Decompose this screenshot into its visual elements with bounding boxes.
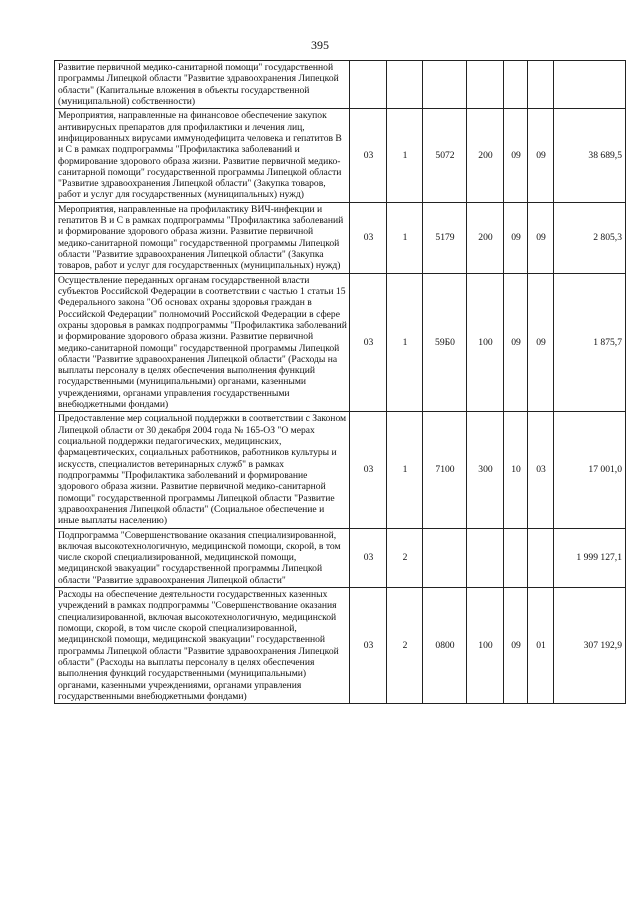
subprogram-code: 1 bbox=[387, 202, 423, 273]
direction-code: 5179 bbox=[423, 202, 467, 273]
row-description: Предоставление мер социальной поддержки в соответствии с Законом Липецкой области от 30 декабря 2004 года № 165-ОЗ "О мерах социальной поддержки педагогических, медицинских, фармацевтических, социальных работников, работников культуры и искусств, специалистов ветеринарных служб" в рамках подпрограммы "Профилактика заболеваний и формирование здорового образа жизни. Развитие первичной медико-санитарной помощи" государственной программы Липецкой области "Развитие здравоохранения Липецкой области" (Социальное обеспечение и иные выплаты населению) bbox=[55, 412, 350, 528]
amount-value: 38 689,5 bbox=[554, 109, 626, 203]
section-code: 09 bbox=[504, 109, 528, 203]
row-description: Мероприятия, направленные на финансовое обеспечение закупок антивирусных препаратов для профилактики и лечения лиц, инфицированных вирусами иммунодефицита человека и гепатитов В и С в рамках подпрограммы "Профилактика заболеваний и формирование здорового образа жизни. Развитие первичной медико-санитарной помощи" государственной программы Липецкой области "Развитие здравоохранения Липецкой области" (Закупка товаров, работ и услуг для государственных (муниципальных) нужд) bbox=[55, 109, 350, 203]
program-code: 03 bbox=[350, 202, 387, 273]
table-row bbox=[55, 528, 626, 588]
direction-code bbox=[423, 61, 467, 109]
subsection-code: 03 bbox=[528, 412, 554, 528]
expense-type-code bbox=[467, 528, 504, 588]
subsection-code: 01 bbox=[528, 588, 554, 704]
amount-value: 307 192,9 bbox=[554, 588, 626, 704]
subsection-code bbox=[528, 61, 554, 109]
budget-table bbox=[54, 60, 626, 704]
amount-value: 2 805,3 bbox=[554, 202, 626, 273]
program-code bbox=[350, 61, 387, 109]
amount-value: 1 875,7 bbox=[554, 273, 626, 412]
expense-type-code: 100 bbox=[467, 273, 504, 412]
subprogram-code: 2 bbox=[387, 588, 423, 704]
section-code: 09 bbox=[504, 588, 528, 704]
section-code: 09 bbox=[504, 273, 528, 412]
program-code: 03 bbox=[350, 528, 387, 588]
table-row bbox=[55, 412, 626, 528]
expense-type-code: 200 bbox=[467, 202, 504, 273]
row-description: Мероприятия, направленные на профилактику ВИЧ-инфекции и гепатитов В и С в рамках подпрограммы "Профилактика заболеваний и формирование здорового образа жизни. Развитие первичной медико-санитарной помощи" государственной программы Липецкой области "Развитие здравоохранения Липецкой области" (Закупка товаров, работ и услуг для государственных (муниципальных) нужд) bbox=[55, 202, 350, 273]
row-description: Осуществление переданных органам государственной власти субъектов Российской Федерации в соответствии с частью 1 статьи 15 Федерального закона "Об основах охраны здоровья граждан в Российской Федерации" полномочий Российской Федерации в сфере охраны здоровья в рамках подпрограммы "Профилактика заболеваний и формирование здорового образа жизни. Развитие первичной медико-санитарной помощи" государственной программы Липецкой области "Развитие здравоохранения Липецкой области" (Расходы на выплаты персоналу в целях обеспечения выполнения функций государственными (муниципальными) органами, казенными учреждениями, органами управления государственными внебюджетными фондами) bbox=[55, 273, 350, 412]
expense-type-code bbox=[467, 61, 504, 109]
program-code: 03 bbox=[350, 273, 387, 412]
section-code bbox=[504, 528, 528, 588]
expense-type-code: 200 bbox=[467, 109, 504, 203]
table-row bbox=[55, 109, 626, 203]
subprogram-code: 1 bbox=[387, 273, 423, 412]
page-number: 395 bbox=[311, 38, 329, 52]
subprogram-code: 1 bbox=[387, 109, 423, 203]
subprogram-code bbox=[387, 61, 423, 109]
table-row bbox=[55, 588, 626, 704]
subsection-code: 09 bbox=[528, 202, 554, 273]
row-description: Расходы на обеспечение деятельности государственных казенных учреждений в рамках подпрограммы "Совершенствование оказания специализированной, включая высокотехнологичную, медицинской помощи, скорой, в том числе скорой специализированной, медицинской помощи, медицинской эвакуации" государственной программы Липецкой области "Развитие здравоохранения Липецкой области" (Расходы на выплаты персоналу в целях обеспечения выполнения функций государственными (муниципальными) органами, казенными учреждениями, органами управления государственными внебюджетными фондами) bbox=[55, 588, 350, 704]
program-code: 03 bbox=[350, 588, 387, 704]
subprogram-code: 2 bbox=[387, 528, 423, 588]
table-row bbox=[55, 273, 626, 412]
amount-value bbox=[554, 61, 626, 109]
table-row bbox=[55, 202, 626, 273]
section-code bbox=[504, 61, 528, 109]
program-code: 03 bbox=[350, 109, 387, 203]
expense-type-code: 300 bbox=[467, 412, 504, 528]
row-description: Развитие первичной медико-санитарной помощи" государственной программы Липецкой области "Развитие здравоохранения Липецкой области" (Капитальные вложения в объекты государственной (муниципальной) собственности) bbox=[55, 61, 350, 109]
amount-value: 1 999 127,1 bbox=[554, 528, 626, 588]
direction-code bbox=[423, 528, 467, 588]
direction-code: 0800 bbox=[423, 588, 467, 704]
table-row bbox=[55, 61, 626, 109]
direction-code: 5072 bbox=[423, 109, 467, 203]
expense-type-code: 100 bbox=[467, 588, 504, 704]
program-code: 03 bbox=[350, 412, 387, 528]
subsection-code: 09 bbox=[528, 273, 554, 412]
section-code: 10 bbox=[504, 412, 528, 528]
section-code: 09 bbox=[504, 202, 528, 273]
amount-value: 17 001,0 bbox=[554, 412, 626, 528]
subsection-code bbox=[528, 528, 554, 588]
direction-code: 7100 bbox=[423, 412, 467, 528]
row-description: Подпрограмма "Совершенствование оказания специализированной, включая высокотехнологичную, медицинской помощи, скорой, в том числе скорой специализированной, медицинской помощи, медицинской эвакуации" государственной программы Липецкой области "Развитие здравоохранения Липецкой области" bbox=[55, 528, 350, 588]
subprogram-code: 1 bbox=[387, 412, 423, 528]
direction-code: 59Б0 bbox=[423, 273, 467, 412]
subsection-code: 09 bbox=[528, 109, 554, 203]
